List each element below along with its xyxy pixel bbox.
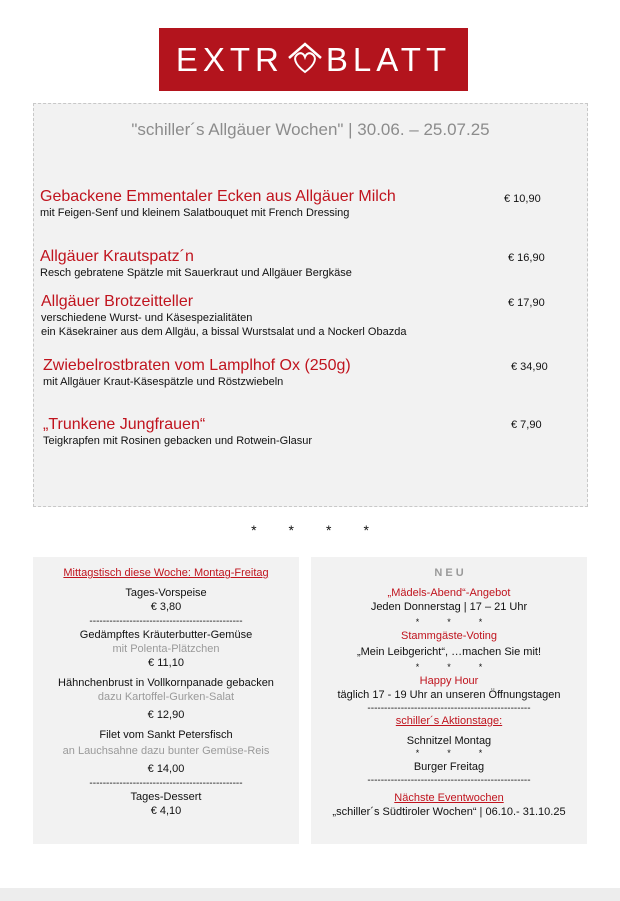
menu-item-desc: ein Käsekrainer aus dem Allgäu, a bissal Wurstsalat und a Nockerl Obazda <box>41 326 407 338</box>
menu-item-desc: verschiedene Wurst- und Käsespezialitäten <box>41 312 253 324</box>
separator: ---------------------------------------------- <box>89 617 243 626</box>
star-divider <box>311 662 587 672</box>
lunch-dish-price: € 11,10 <box>148 657 184 669</box>
logo-text-left: EXTR <box>175 40 284 78</box>
voting-title: Stammgäste-Voting <box>401 630 497 642</box>
events-title: Nächste Eventwochen <box>394 792 504 804</box>
star-mark: * <box>447 662 451 672</box>
events-text: „schiller´s Südtiroler Wochen“ | 06.10.- 31.10.25 <box>332 806 566 818</box>
menu-item <box>40 187 577 220</box>
star-mark: * <box>447 748 451 758</box>
lunch-title: Mittagstisch diese Woche: Montag-Freitag <box>63 567 269 579</box>
logo-text <box>176 41 451 79</box>
menu-item <box>40 247 577 280</box>
menu-item-price: € 7,90 <box>511 419 542 431</box>
menu-item-desc: mit Allgäuer Kraut-Käsespätzle und Röstzwiebeln <box>43 376 284 388</box>
action-day: Schnitzel Montag <box>406 735 492 747</box>
menu-item-price: € 17,90 <box>508 297 545 309</box>
star-divider <box>311 748 587 758</box>
menu-item-name: Allgäuer Brotzeitteller <box>41 293 194 310</box>
bottom-bar <box>0 888 620 901</box>
menu-item-desc: Teigkrapfen mit Rosinen gebacken und Rotwein-Glasur <box>43 435 313 447</box>
star-mark: * <box>447 617 451 627</box>
menu-item-price: € 34,90 <box>511 361 548 373</box>
star-mark: * <box>251 522 257 538</box>
lunch-dessert-name: Tages-Dessert <box>130 791 202 803</box>
lunch-dish-side: mit Polenta-Plätzchen <box>112 643 220 655</box>
lunch-starter-price: € 3,80 <box>150 601 182 613</box>
menu-item-desc: Resch gebratene Spätzle mit Sauerkraut und Allgäuer Bergkäse <box>40 267 352 279</box>
lunch-dish-name: Filet vom Sankt Petersfisch <box>99 729 233 741</box>
offer-title: „Mädels-Abend“-Angebot <box>387 587 511 599</box>
special-menu-panel <box>33 103 588 507</box>
lunch-starter-name: Tages-Vorspeise <box>125 587 207 599</box>
lunch-dish-price: € 14,00 <box>147 763 185 775</box>
star-mark: * <box>478 748 483 758</box>
action-days-title: schiller´s Aktionstage: <box>395 715 503 727</box>
logo <box>159 28 468 91</box>
star-mark: * <box>288 522 294 538</box>
star-divider <box>311 617 587 627</box>
news-label: N E U <box>434 567 464 579</box>
star-mark: * <box>326 522 332 538</box>
menu-item-desc: mit Feigen-Senf und kleinem Salatbouquet mit French Dressing <box>40 207 350 219</box>
separator: ---------------------------------------------- <box>89 779 243 788</box>
star-mark: * <box>415 617 420 627</box>
star-mark: * <box>478 662 483 672</box>
news-box <box>311 557 587 844</box>
separator: ------------------------------------------------- <box>367 704 531 713</box>
star-mark: * <box>415 748 420 758</box>
lunch-dish-name: Hähnchenbrust in Vollkornpanade gebacken <box>58 677 274 689</box>
menu-item-name: Zwiebelrostbraten vom Lamplhof Ox (250g) <box>43 357 351 374</box>
heart-house-icon <box>286 41 324 77</box>
star-mark: * <box>478 617 483 627</box>
happy-hour-text: täglich 17 - 19 Uhr an unseren Öffnungstagen <box>337 689 561 701</box>
menu-item-name: „Trunkene Jungfrauen“ <box>43 416 206 433</box>
lunch-dish-name: Gedämpftes Kräuterbutter-Gemüse <box>79 629 253 641</box>
menu-item-name: Allgäuer Krautspatz´n <box>40 248 194 265</box>
star-mark: * <box>415 662 420 672</box>
action-day: Burger Freitag <box>413 761 485 773</box>
lunch-dessert-price: € 4,10 <box>150 805 182 817</box>
happy-hour-title: Happy Hour <box>419 675 479 687</box>
star-mark: * <box>363 522 369 538</box>
menu-subtitle: "schiller´s Allgäuer Wochen" | 30.06. – 25.07.25 <box>131 120 490 139</box>
menu-item-price: € 10,90 <box>504 193 541 205</box>
lunch-dish-side: dazu Kartoffel-Gurken-Salat <box>97 691 235 703</box>
offer-text: Jeden Donnerstag | 17 – 21 Uhr <box>370 601 528 613</box>
logo-text-right: BLATT <box>325 40 452 78</box>
separator: ------------------------------------------------- <box>367 776 531 785</box>
menu-item <box>41 292 577 339</box>
lunch-dish-price: € 12,90 <box>147 709 185 721</box>
menu-item-price: € 16,90 <box>508 252 545 264</box>
lunch-box <box>33 557 299 844</box>
menu-item <box>43 415 577 448</box>
star-divider <box>0 522 620 538</box>
voting-text: „Mein Leibgericht“, …machen Sie mit! <box>356 646 541 658</box>
menu-item-name: Gebackene Emmentaler Ecken aus Allgäuer Milch <box>40 188 396 205</box>
lunch-dish-side: an Lauchsahne dazu bunter Gemüse-Reis <box>62 745 270 757</box>
menu-item <box>43 356 577 389</box>
